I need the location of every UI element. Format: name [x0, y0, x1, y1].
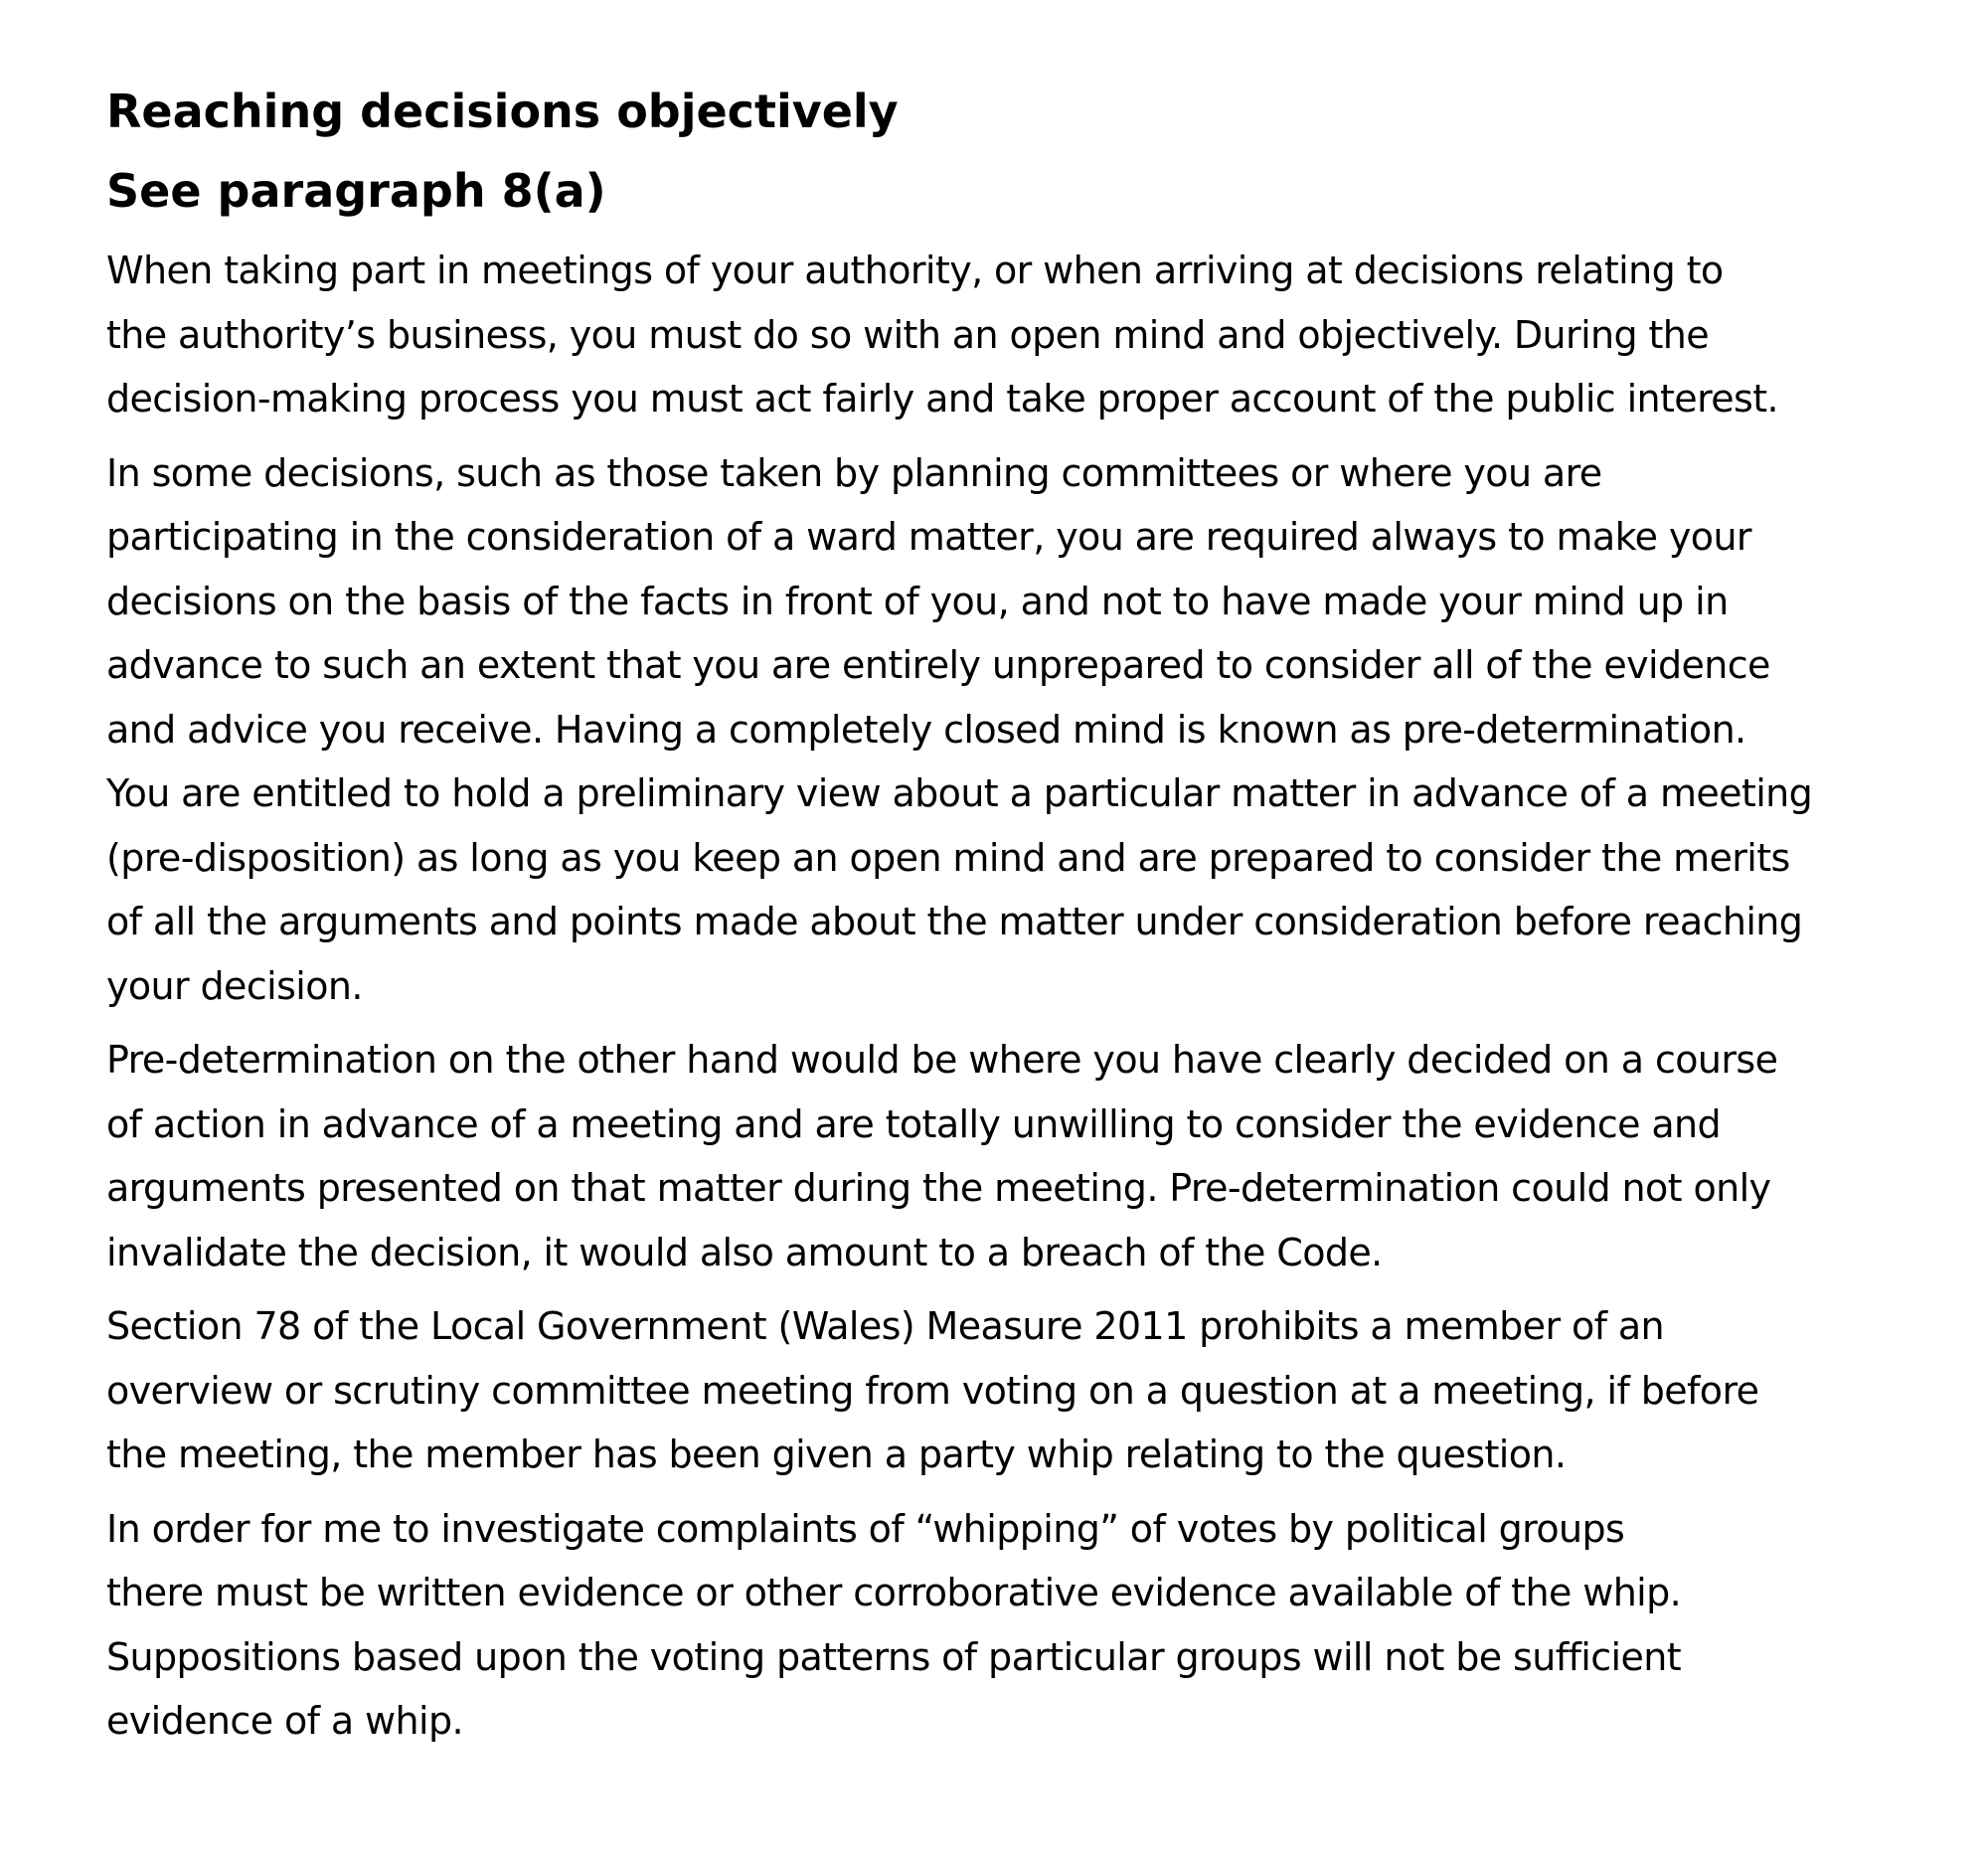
paragraph-line: decisions on the basis of the facts in front of you, and not to have made your mind up in [106, 579, 1729, 623]
document-subtitle: See paragraph 8(a) [106, 164, 606, 218]
paragraph-line: advance to such an extent that you are entirely unprepared to consider all of the evidence [106, 643, 1770, 687]
paragraph-line: there must be written evidence or other corroborative evidence available of the whip. [106, 1571, 1682, 1614]
paragraph-line: invalidate the decision, it would also amount to a breach of the Code. [106, 1230, 1383, 1274]
paragraph-line: participating in the consideration of a ward matter, you are required always to make your [106, 515, 1751, 559]
paragraph-line: of all the arguments and points made about the matter under consideration before reaching [106, 900, 1803, 943]
paragraph-line: your decision. [106, 963, 363, 1008]
paragraph-1 [106, 239, 1876, 431]
paragraph-line: arguments presented on that matter during the meeting. Pre-determination could not only [106, 1166, 1771, 1210]
paragraph-5 [106, 1497, 1876, 1754]
paragraph-line: decision-making process you must act fairly and take proper account of the public interest. [106, 377, 1779, 421]
paragraph-3 [106, 1028, 1876, 1284]
paragraph-4 [106, 1294, 1876, 1487]
paragraph-line: Pre-determination on the other hand would be where you have clearly decided on a course [106, 1038, 1778, 1082]
document-title: Reaching decisions objectively [106, 84, 899, 138]
paragraph-line: evidence of a whip. [106, 1699, 463, 1743]
paragraph-line: Suppositions based upon the voting patterns of particular groups will not be sufficient [106, 1634, 1682, 1679]
paragraph-line: the meeting, the member has been given a party whip relating to the question. [106, 1433, 1567, 1476]
paragraph-line: When taking part in meetings of your authority, or when arriving at decisions relating to [106, 249, 1724, 292]
paragraph-2 [106, 441, 1876, 1019]
document-body [106, 239, 1876, 1754]
paragraph-line: In order for me to investigate complaints of “whipping” of votes by political groups [106, 1506, 1625, 1551]
paragraph-line: of action in advance of a meeting and are totally unwilling to consider the evidence and [106, 1101, 1722, 1146]
paragraph-line: overview or scrutiny committee meeting from voting on a question at a meeting, if before [106, 1368, 1759, 1413]
paragraph-line: the authority’s business, you must do so with an open mind and objectively. During the [106, 312, 1710, 357]
paragraph-line: Section 78 of the Local Government (Wales) Measure 2011 prohibits a member of an [106, 1304, 1665, 1348]
paragraph-line: and advice you receive. Having a completely closed mind is known as pre-determination. [106, 707, 1746, 752]
paragraph-line: In some decisions, such as those taken by planning committees or where you are [106, 450, 1602, 495]
paragraph-line: (pre-disposition) as long as you keep an open mind and are prepared to consider the merits [106, 835, 1790, 880]
document-page [106, 72, 1935, 1754]
paragraph-line: You are entitled to hold a preliminary view about a particular matter in advance of a meeting [106, 771, 1813, 815]
